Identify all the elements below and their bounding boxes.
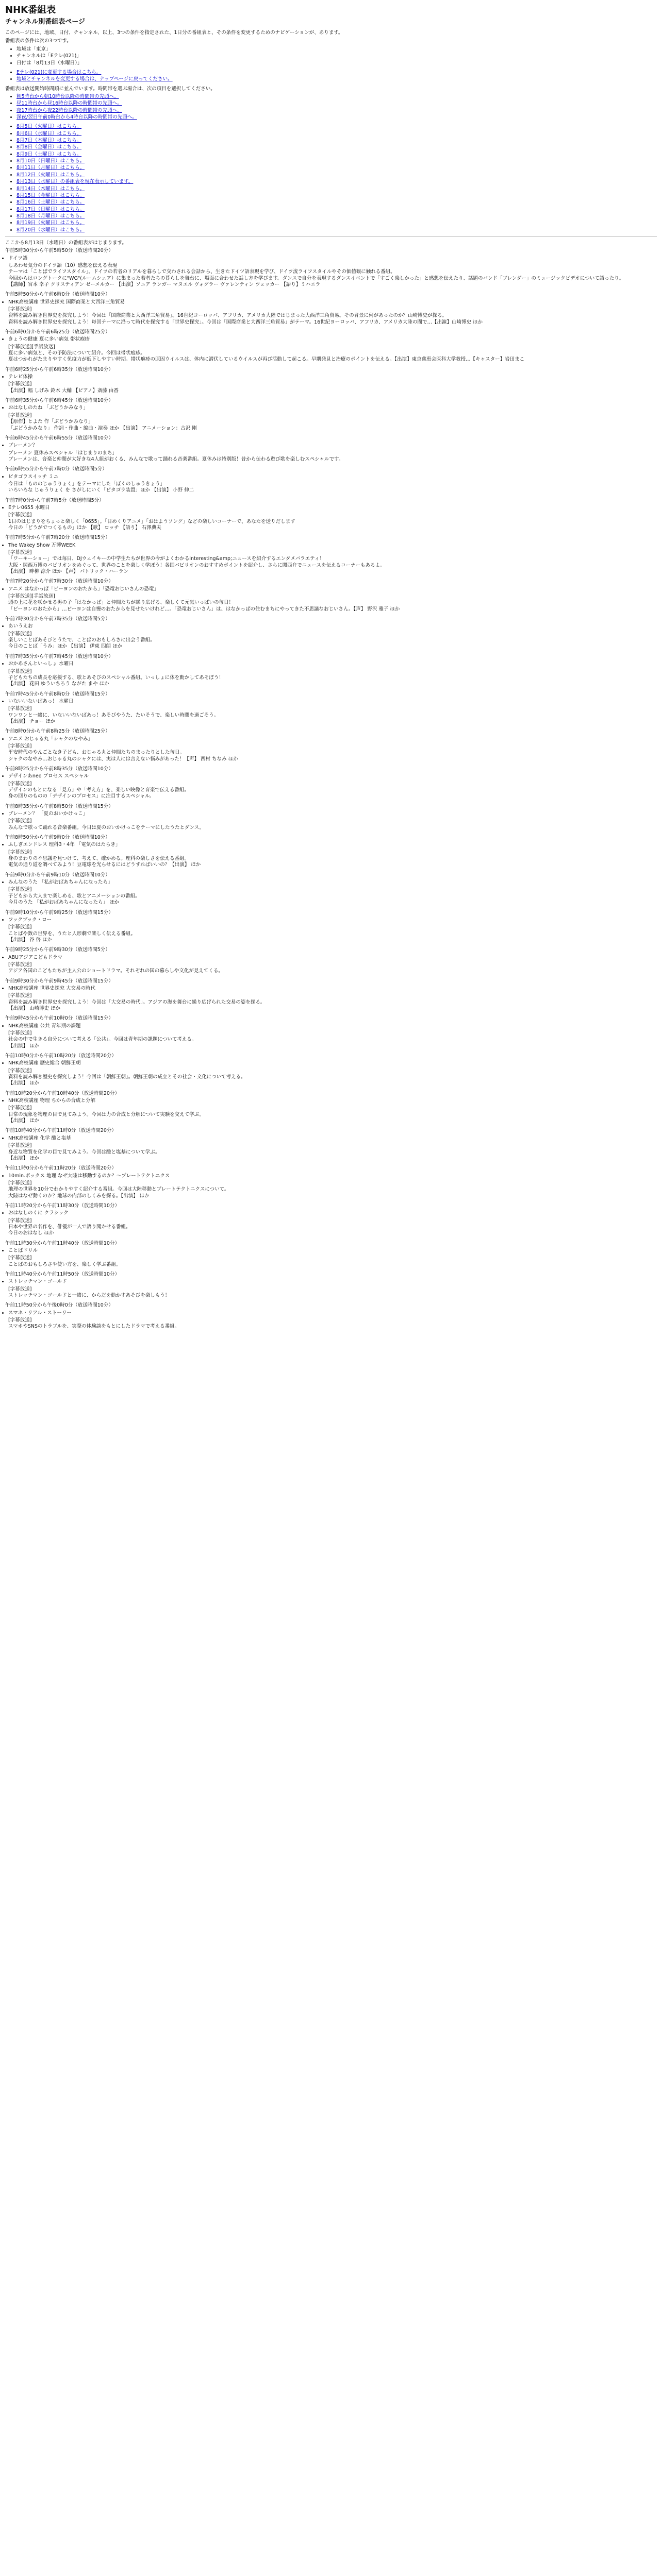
- program-description-line: [字幕放送]: [8, 849, 32, 855]
- program-description-line: [字幕放送]: [8, 1286, 32, 1292]
- program-description-line: 電気の通り道を調べてみよう！豆電球を光らせるにはどうすればいいの？【出演】 ほか: [8, 862, 201, 868]
- program-title: • NHK高校講座 化学 酸と塩基: [8, 1136, 657, 1142]
- program-time: 午前8時50分から午前9時0分（放送時間10分）: [5, 835, 110, 841]
- program-description-line: 楽しいことばあそびとうたで、ことばのおもしろさに出会う番組。: [8, 637, 155, 643]
- date-nav-link[interactable]: 8月20日（水曜日）はこちら。: [16, 227, 85, 233]
- program-title-list: [5, 699, 657, 705]
- program-description: [5, 1105, 657, 1124]
- program-title-list: [5, 474, 657, 480]
- program-description-line: 身のまわりの不思議を見つけて、考えて、確かめる。理科の楽しさを伝える番組。: [8, 856, 190, 862]
- program-time: 午前9時0分から午前9時10分（放送時間10分）: [5, 872, 110, 878]
- program-description: [5, 413, 657, 432]
- program-description-line: [字幕放送]: [8, 924, 32, 930]
- program-item: [5, 435, 657, 463]
- program-description-line: 今日は「もののじゅうりょく」をテーマにした「ぼくのしゅうきょう」: [8, 481, 166, 487]
- program-description-line: 【出演】 谷 啓 ほか: [8, 937, 53, 943]
- program-title: • おかあさんといっしょ 水曜日: [8, 661, 657, 667]
- program-title: • あいうえお: [8, 623, 657, 630]
- program-description-line: ことばや数の世界を、うたと人形劇で楽しく伝える番組。: [8, 930, 136, 937]
- program-title: • スマホ・リアル・ストーリー: [8, 1310, 657, 1316]
- program-time: 午前5時50分から午前6時0分（放送時間10分）: [5, 292, 110, 298]
- program-item: [5, 616, 657, 650]
- program-title-list: [5, 1279, 657, 1285]
- program-description-line: [字幕放送]: [8, 550, 32, 555]
- program-time: 午前7時20分から午前7時30分（放送時間10分）: [5, 579, 113, 585]
- program-description: [5, 1030, 657, 1049]
- change-link-item: [16, 76, 657, 82]
- program-item: [5, 1241, 657, 1268]
- program-title-list: [5, 1098, 657, 1104]
- date-nav-item: [16, 186, 657, 192]
- program-time: 午前9時45分から午前10時0分（放送時間15分）: [5, 1015, 113, 1022]
- program-time: 午前11時0分から午前11時20分（放送時間20分）: [5, 1165, 117, 1172]
- program-description-line: 夏はつかれがたまりやすく免疫力が低下しやすい時期。帯状疱疹の原因ウイルスは、体内に潜伏しているウイルスが再び活動して起こる。早期発見と治療のポイントを伝える。【出演】東京慈恵会医科大学教授…【キャスター】岩田まこ: [8, 357, 525, 363]
- date-nav-link[interactable]: 8月15日（金曜日）はこちら。: [16, 192, 85, 198]
- program-title: • NHK高校講座 歴史総合 朝鮮王朝: [8, 1060, 657, 1066]
- program-description: [5, 1255, 657, 1268]
- program-time: 午前6時25分から午前6時35分（放送時間10分）: [5, 366, 113, 372]
- program-description-line: 【原作】とよた 作「ぶどうかみなり」: [8, 419, 93, 425]
- program-title: • きょうの健康 夏に多い病気 帯状疱疹: [8, 336, 657, 343]
- program-description-line: 資料を読み解き世界史を探究しよう！毎回テーマに沿って時代を探究する「世界史探究」。今回は「国際商業と大西洋三角貿易」がテーマ。16世紀ヨーロッパ、アフリカ、アメリカ大陸の間で…【出演】山崎博史 ほか: [8, 319, 483, 325]
- program-time: 午前7時0分から午前7時5分（放送時間5分）: [5, 497, 104, 503]
- date-nav: [5, 124, 657, 233]
- program-title-list: [5, 405, 657, 411]
- program-time: 午前6時55分から午前7時0分（放送時間5分）: [5, 466, 107, 472]
- program-item: [5, 978, 657, 1012]
- program-description-line: ストレッチマン・ゴールドと一緒に、からだを動かすあそびを楽しもう！: [8, 1293, 170, 1299]
- program-title: • アニメ はなかっぱ「ビーヨンのおたから」「恐竜おじいさんの恐竜」: [8, 586, 657, 592]
- program-title: • おはなしのたね 「ぶどうかみなり」: [8, 405, 657, 411]
- program-item: [5, 728, 657, 762]
- program-time: 午前10時40分から午前11時0分（放送時間20分）: [5, 1128, 117, 1134]
- program-description-line: ことばのおもしろさや使い方を、楽しく学ぶ番組。: [8, 1261, 121, 1267]
- program-title-list: [5, 1173, 657, 1179]
- program-time: 午前10時0分から午前10時20分（放送時間20分）: [5, 1053, 117, 1059]
- program-description-line: 頭の上に花を咲かせる男の子「はなかっぱ」と仲間たちが繰り広げる、楽しくて元気いっぱいの毎日！: [8, 600, 234, 606]
- program-item: [5, 292, 657, 326]
- date-nav-link[interactable]: 8月5日（火曜日）はこちら。: [16, 124, 82, 130]
- program-description-line: [字幕放送]: [8, 631, 32, 637]
- program-title: • NHK高校講座 物理 ちからの合成と分解: [8, 1098, 657, 1104]
- program-title-list: [5, 955, 657, 961]
- date-nav-item: [16, 158, 657, 164]
- intro-text: このページには、地域、日付、チャンネル、以上、3つの条件を指定された、1日分の番組表と、その条件を変更するためのナビゲーションが、あります。: [5, 30, 343, 36]
- program-title-list: [5, 736, 657, 742]
- program-time: 午前7時35分から午前7時45分（放送時間10分）: [5, 653, 113, 659]
- program-description-line: 【出演】 畔柳 涼介 ほか 【声】 パトリック・ハーラン: [8, 569, 129, 575]
- date-nav-link[interactable]: 8月10日（日曜日）はこちら。: [16, 158, 85, 164]
- program-description-line: 子どもから大人まで楽しめる、歌とアニメーションの番組。: [8, 893, 140, 899]
- program-time: 午前7時5分から午前7時20分（放送時間15分）: [5, 535, 110, 541]
- program-description: [5, 669, 657, 688]
- time-nav-latenight-link[interactable]: 深夜/翌日午前0時台から4時台以降の時間帯の先頭へ。: [16, 114, 137, 121]
- program-description-line: 今月のうた 「私がおばあちゃんになったら」 ほか: [8, 900, 120, 906]
- program-item: [5, 1053, 657, 1087]
- program-description-line: ブレーメン 夏休みスペシャル「はじまりのまち」: [8, 450, 117, 456]
- date-nav-link[interactable]: 8月17日（日曜日）はこちら。: [16, 206, 85, 212]
- program-description: [5, 887, 657, 906]
- program-item: [5, 1015, 657, 1049]
- program-description-line: [字幕放送]: [8, 1067, 32, 1074]
- program-item: [5, 654, 657, 688]
- program-item: [5, 535, 657, 575]
- program-description-line: [字幕放送]: [8, 668, 32, 674]
- program-item: [5, 1165, 657, 1199]
- page-subtitle: チャンネル別番組表ページ: [5, 18, 85, 26]
- program-title: • テレビ体操: [8, 374, 657, 380]
- program-description: [5, 962, 657, 975]
- date-nav-item: [16, 207, 657, 213]
- date-nav-item: [16, 193, 657, 199]
- program-time: 午前8時35分から午前8時50分（放送時間15分）: [5, 803, 113, 809]
- program-description-line: [字幕放送]: [8, 1255, 32, 1261]
- date-nav-link[interactable]: 8月11日（月曜日）はこちら。: [16, 165, 85, 171]
- program-title: • ふしぎエンドレス 理科3・4年 「電気のはたらき」: [8, 842, 657, 848]
- program-description-line: アジア各国のこどもたちが主人公のショートドラマ。それぞれの国の暮らしや文化が見えてくる。: [8, 968, 223, 974]
- program-description-line: テーマは「ことばでライフスタイル」。ドイツの若者のリアルを暮らしで交わされる会話から、生きたドイツ語表現を学び、ドイツ流ライフスタイルやその価値観に触れる番組。: [8, 269, 395, 275]
- time-nav: [5, 94, 657, 121]
- program-title: • 10min.ボックス 地理 なぜ大陸は移動するのか？～プレートテクトニクス: [8, 1173, 657, 1179]
- program-description-line: 1日のはじまりをちょっと楽しく「0655」。「日めくりアニメ」「おはようソング」などの楽しいコーナーで、あなたを送りだします: [8, 518, 295, 524]
- date-nav-item: [16, 179, 657, 185]
- date-nav-item: [16, 165, 657, 171]
- program-description: [5, 481, 657, 494]
- program-description-line: 大阪・関西万博のパビリオンをめぐって、世界のことを楽しく学ぼう！各国パビリオンのおすすめポイントを紹介し、さらに関西弁でニュースを伝えるコーナーもあるよ。: [8, 562, 385, 568]
- program-item: [5, 835, 657, 869]
- program-title: • ことばドリル: [8, 1248, 657, 1254]
- program-title: • Eテレ0655 水曜日: [8, 505, 657, 511]
- program-description-line: 【出演】 ほか: [8, 1080, 40, 1087]
- program-time: 午前7時45分から午前8時0分（放送時間15分）: [5, 691, 110, 697]
- program-description-line: 【出演】 ほか: [8, 1043, 40, 1049]
- program-description-line: 日本や世界の名作を、俳優が一人で語り聞かせる番組。: [8, 1224, 131, 1230]
- program-title-list: [5, 586, 657, 592]
- page-title: NHK番組表: [5, 5, 56, 15]
- program-description-line: 【出演】 チョー ほか: [8, 718, 56, 724]
- program-description-line: [字幕放送]: [8, 307, 32, 312]
- program-description-line: 「ワーキーショー」では毎日、DJウェイキーの中学生たちが世界の今がよくわかるinteresting&amp;ニュースを紹介するエンタメバラエティ！: [8, 556, 324, 562]
- program-title: • ピタゴラスイッチ ミニ: [8, 474, 657, 480]
- program-description-line: 地理の世界を10分でわかりやすく紹介する番組。今回は大陸移動とプレートテクトニクスについて。: [8, 1187, 229, 1193]
- program-item: [5, 579, 657, 613]
- program-item: [5, 1091, 657, 1125]
- program-description-line: 身近な物質を化学の目で見てみよう。今回は酸と塩基について学ぶ。: [8, 1149, 160, 1155]
- program-title-list: [5, 773, 657, 779]
- program-description-line: 今日のことば「うみ」ほか 【出演】 伊東 四朗 ほか: [8, 643, 123, 650]
- program-description: [5, 818, 657, 831]
- time-nav-item: [16, 114, 657, 121]
- program-title-list: [5, 661, 657, 667]
- program-title: • おはなしのくに クラシック: [8, 1210, 657, 1216]
- program-time: 午前8時0分から午前8時25分（放送時間25分）: [5, 728, 110, 735]
- program-description-line: [字幕放送]: [8, 1217, 32, 1224]
- program-list: [5, 248, 657, 1330]
- program-item: [5, 1272, 657, 1299]
- date-nav-link[interactable]: 8月16日（土曜日）はこちら。: [16, 199, 85, 206]
- date-nav-link[interactable]: 8月9日（土曜日）はこちら。: [16, 151, 82, 157]
- program-item: [5, 872, 657, 906]
- date-nav-item: [16, 199, 657, 206]
- schedule-intro: ここから8月13日（水曜日）の番組表がはじまります。: [5, 240, 127, 246]
- back-to-top-link[interactable]: 地域とチャンネルを変更する場合は、ナップページに戻ってください。: [16, 76, 173, 82]
- program-time: 午前11時40分から午前11時50分（放送時間10分）: [5, 1272, 120, 1277]
- program-title-list: [5, 879, 657, 886]
- program-title-list: [5, 443, 657, 449]
- program-title-list: [5, 811, 657, 817]
- program-description: [5, 1286, 657, 1299]
- program-description: [5, 1068, 657, 1087]
- program-description-line: 【出演】 山崎博史 ほか: [8, 1005, 61, 1011]
- program-description-line: 資料を読み解き世界史を探究しよう！今回は「大交易の時代」。アジアの海を舞台に繰り広げられた交易の姿を探る。: [8, 999, 266, 1005]
- program-description: [5, 1180, 657, 1199]
- program-description-line: 子どもたちの成長を応援する、歌とあそびのスペシャル番組。いっしょに体を動かしてあそぼう！: [8, 674, 224, 681]
- program-item: [5, 466, 657, 494]
- program-item: [5, 398, 657, 432]
- program-title-list: [5, 543, 657, 549]
- condition-item: • チャンネルは「Eテレ(021)」: [16, 53, 657, 59]
- program-description: [5, 631, 657, 650]
- program-time: 午前9時25分から午前9時30分（放送時間5分）: [5, 947, 110, 953]
- date-nav-item: [16, 220, 657, 226]
- program-time: 午前6時0分から午前6時25分（放送時間25分）: [5, 329, 110, 335]
- date-nav-link[interactable]: 8月12日（火曜日）はこちら。: [16, 172, 85, 178]
- date-nav-link[interactable]: 8月18日（月曜日）はこちら。: [16, 213, 85, 219]
- time-nav-morning-link[interactable]: 朝5時台から朝10時台以降の時間帯の先頭へ。: [16, 94, 119, 100]
- program-title-list: [5, 842, 657, 848]
- program-title-list: [5, 986, 657, 992]
- program-description-line: [字幕放送]: [8, 1317, 32, 1324]
- program-title: • NHK高校講座 世界史探究 国際商業と大西洋三角貿易: [8, 299, 657, 306]
- program-time: 午前8時25分から午前8時35分（放送時間10分）: [5, 766, 113, 772]
- time-nav-heading: 番組表は放送開始時間順に並んでいます。時間帯を選ぶ場合は、次の項目を選択してください。: [5, 86, 216, 92]
- program-description: [5, 381, 657, 394]
- program-description-line: ブレーメンは、音楽と仲間が大好きな4人組がおくる、みんなで歌って踊れる音楽番組。夏休みは特別版！昔から伝わる遊び歌を楽しむスペシャルです。: [8, 456, 344, 462]
- program-title: • いないいないばあっ！ 水曜日: [8, 699, 657, 705]
- date-nav-current: 8月13日（水曜日）の番組表を現在表示しています。: [16, 179, 134, 185]
- program-description-line: [字幕放送]: [8, 961, 32, 968]
- date-nav-link[interactable]: 8月7日（木曜日）はこちら。: [16, 138, 82, 144]
- time-nav-item: [16, 100, 657, 107]
- program-description-line: [字幕放送]: [8, 887, 32, 893]
- change-channel-link[interactable]: Eテレ(021)に変更する場合はこちら。: [16, 70, 102, 75]
- program-description: [5, 450, 657, 463]
- program-description-line: 【出演】 ほか: [8, 1155, 40, 1161]
- change-link-item: [16, 70, 657, 76]
- program-title: • The Wakey Show 万博WEEK: [8, 543, 657, 549]
- date-nav-item: [16, 138, 657, 144]
- program-time: 午前5時30分から午前5時50分（放送時間20分）: [5, 248, 113, 254]
- program-title: • NHK高校講座 公共 青年期の課題: [8, 1023, 657, 1029]
- program-description-line: 今回からはロングトークに"WG"(ルームシェア）に集まった若者たちの暮らしを舞台に、場面に合わせた話し方を学びます。ダンスで自分を表現するダンスイベントで「すごく楽しかった」と感想を伝えたり、話題のバンド「ブレンダー」のミュージックビデオについて語ったり。: [8, 275, 624, 281]
- program-description: [5, 993, 657, 1012]
- date-nav-item: [16, 172, 657, 178]
- conditions-heading: 番組表の条件は次の3つです。: [5, 38, 72, 44]
- program-description-line: [字幕放送]: [8, 381, 32, 387]
- program-title-list: [5, 336, 657, 343]
- program-description-line: [字幕放送]: [8, 993, 32, 999]
- program-description-line: [字幕放送]: [8, 1030, 32, 1036]
- program-description-line: 日常の現象を物理の目で見てみよう。今回は力の合成と分解について実験を交えて学ぶ。: [8, 1111, 205, 1117]
- program-description-line: シャクのなやみ…おじゃる丸のシャクには、実は人には言えない悩みがあった！【声】 西村 ちなみ ほか: [8, 756, 238, 762]
- program-title: • ストレッチマン・ゴールド: [8, 1279, 657, 1285]
- program-description: [5, 512, 657, 531]
- program-description-line: 【出演】幅 しげみ 鈴木 大輔 【ピアノ】斎藤 由香: [8, 387, 119, 394]
- program-item: [5, 766, 657, 800]
- program-description-line: [字幕放送][手話放送]: [8, 344, 55, 350]
- program-item: [5, 329, 657, 363]
- program-description: [5, 344, 657, 363]
- program-description: [5, 706, 657, 725]
- program-title: • デザインあneo プロセス スペシャル: [8, 773, 657, 779]
- program-description: [5, 1317, 657, 1330]
- program-title-list: [5, 623, 657, 630]
- program-title-list: [5, 1210, 657, 1216]
- program-description-line: 【講師】宮本 幸子 クリスティアン ゼーメルカー 【出演】ソニア ランガー マヌエル ヴォグラー ヴァレンティン ツェッカー 【語り】ミハエラ: [8, 281, 321, 287]
- date-nav-item: [16, 124, 657, 130]
- date-nav-item: [16, 151, 657, 158]
- program-description-line: [字幕放送]: [8, 818, 32, 824]
- program-time: 午前7時30分から午前7時35分（放送時間5分）: [5, 616, 110, 622]
- program-title-list: [5, 1023, 657, 1029]
- program-title: • ブレーメン？ 「夏のおいかけっこ」: [8, 811, 657, 817]
- program-title-list: [5, 917, 657, 923]
- program-description-line: [字幕放送]: [8, 781, 32, 787]
- program-description: [5, 924, 657, 943]
- program-item: [5, 910, 657, 944]
- program-description: [5, 781, 657, 800]
- date-nav-item: [16, 131, 657, 137]
- date-nav-item: [16, 227, 657, 233]
- program-description-line: ワンワンと一緒に、いないいないばあっ！あそびやうた、たいそうで、楽しい時間を過ごそう。: [8, 712, 219, 718]
- program-item: [5, 248, 657, 288]
- program-description: [5, 850, 657, 869]
- program-description-line: 【出演】 ほか: [8, 1118, 40, 1124]
- divider: [5, 236, 657, 237]
- date-nav-link[interactable]: 8月14日（木曜日）はこちら。: [16, 185, 85, 192]
- program-description: [5, 263, 657, 288]
- program-title: • ブレーメン？: [8, 443, 657, 449]
- program-description-line: [字幕放送]: [8, 743, 32, 749]
- time-nav-evening-link[interactable]: 夜17時台から夜22時台以降の時間帯の先頭へ。: [16, 107, 122, 113]
- program-title: • ABUアジアこどもドラマ: [8, 955, 657, 961]
- program-item: [5, 367, 657, 394]
- program-time: 午前6時35分から午前6時45分（放送時間10分）: [5, 398, 113, 404]
- program-description-line: 今日の「どうがでつくるもの」ほか 【歌】 ロッチ 【語り】 石澤典夫: [8, 524, 161, 531]
- program-description-line: 社会の中で生きる自分について考える「公共」。今回は青年期の課題について考える。: [8, 1037, 197, 1043]
- program-description-line: [字幕放送][手話放送]: [8, 594, 55, 600]
- program-item: [5, 947, 657, 974]
- program-description: [5, 307, 657, 326]
- program-description: [5, 743, 657, 762]
- program-title-list: [5, 1136, 657, 1142]
- program-description-line: 【出演】 花田 ゆういちろう ながた まや ほか: [8, 681, 109, 687]
- program-time: 午前9時10分から午前9時25分（放送時間15分）: [5, 909, 113, 916]
- time-nav-item: [16, 94, 657, 100]
- program-description-line: 平安時代のやんごとなき子ども、おじゃる丸と仲間たちのまったりとした毎日。: [8, 750, 185, 756]
- program-item: [5, 498, 657, 532]
- program-description-line: [字幕放送]: [8, 1180, 32, 1186]
- condition-item: • 地域は「東京」: [16, 46, 657, 53]
- program-description: [5, 594, 657, 613]
- program-description-line: [字幕放送]: [8, 1143, 32, 1149]
- program-time: 午前10時20分から午前10時40分（放送時間20分）: [5, 1090, 120, 1096]
- program-description-line: スマホやSNSのトラブルを、実際の体験談をもとにしたドラマで考える番組。: [8, 1324, 180, 1330]
- program-description-line: みんなで歌って踊れる音楽番組。今日は夏のおいかけっこをテーマにしたうたとダンス。: [8, 824, 205, 831]
- program-item: [5, 804, 657, 831]
- program-title-list: [5, 1248, 657, 1254]
- program-time: 午前9時30分から午前9時45分（放送時間15分）: [5, 978, 113, 984]
- program-description-line: 今日のおはなし ほか: [8, 1230, 54, 1236]
- program-title-list: [5, 1310, 657, 1316]
- program-time: 午前11時20分から午前11時30分（放送時間10分）: [5, 1202, 120, 1209]
- date-nav-link[interactable]: 8月19日（火曜日）はこちら。: [16, 220, 85, 226]
- program-title: • フックブック・ロー: [8, 917, 657, 923]
- program-description-line: [字幕放送]: [8, 1105, 32, 1111]
- program-description-line: 「ビーヨンのおたから」…ビーヨンは自慢のおたからを見せたいけれど…。「恐竜おじいさん」は、はなかっぱの住むまちにやってきた不思議なおじいさん。【声】 野沢 雅子 ほか: [8, 606, 400, 612]
- program-description: [5, 1218, 657, 1237]
- time-nav-daytime-link[interactable]: 昼11時台から昼16時台以降の時間帯の先頭へ。: [16, 100, 122, 107]
- program-item: [5, 691, 657, 725]
- program-description-line: 夏に多い病気と、その予防法について紹介。今回は帯状疱疹。: [8, 350, 145, 357]
- change-links: [5, 70, 657, 83]
- conditions-list: [5, 46, 657, 66]
- program-description-line: [字幕放送]: [8, 412, 32, 418]
- program-title: • みんなのうた 「私がおばあちゃんになったら」: [8, 879, 657, 886]
- program-title: • NHK高校講座 世界史探究 大交易の時代: [8, 986, 657, 992]
- program-title-list: [5, 505, 657, 511]
- program-description: [5, 1143, 657, 1162]
- program-title-list: [5, 299, 657, 306]
- program-description-line: 大陸はなぜ動くのか？地球の内部のしくみを探る。【出演】 ほか: [8, 1193, 150, 1199]
- program-time: 午前11時30分から午前11時40分（放送時間10分）: [5, 1240, 120, 1246]
- program-time: 午前11時50分から午後0時0分（放送時間10分）: [5, 1302, 113, 1309]
- program-description-line: [字幕放送]: [8, 512, 32, 518]
- condition-item: • 日付は「8月13日（水曜日）」: [16, 60, 657, 66]
- program-description-line: デザインのもとになる「見方」や「考え方」を、楽しい映像と音楽で伝える番組。: [8, 787, 189, 793]
- time-nav-item: [16, 108, 657, 114]
- program-description-line: 資料を読み解き歴史を探究しよう！今回は「朝鮮王朝」。朝鮮王朝の成立とその社会・文化について考える。: [8, 1074, 246, 1080]
- program-description-line: 「ぶどうかみなり」 作詞・作曲・編曲・演奏 ほか 【出演】 アニメーション：古沢 剛: [8, 425, 197, 431]
- program-item: [5, 1302, 657, 1330]
- program-item: [5, 1203, 657, 1237]
- date-nav-link[interactable]: 8月6日（水曜日）はこちら。: [16, 130, 82, 137]
- date-nav-item: [16, 213, 657, 219]
- program-description-line: いろいろな じゅうりょく を さがしにいく「ピタゴラ装置」ほか 【出演】 小野 伸二: [8, 487, 194, 494]
- date-nav-link[interactable]: 8月8日（金曜日）はこちら。: [16, 144, 82, 150]
- program-title: • アニメ おじゃる丸「シャクのなやみ」: [8, 736, 657, 742]
- program-item: [5, 1128, 657, 1162]
- date-nav-item: [16, 144, 657, 150]
- program-time: 午前6時45分から午前6時55分（放送時間10分）: [5, 435, 113, 441]
- program-description-line: [字幕放送]: [8, 706, 32, 712]
- program-title-list: [5, 1060, 657, 1066]
- program-description-line: 資料を読み解き世界史を探究しよう！今回は「国際商業と大西洋三角貿易」。16世紀ヨーロッパ、アフリカ、アメリカ大陸ではじまった大西洋三角貿易。その背景に何があったのか？山崎博史が探る。: [8, 313, 448, 319]
- program-description-line: しあわせ気分のドイツ語（10）感想を伝える表現: [8, 262, 118, 268]
- program-description-line: 身の回りのものの「デザインのプロセス」に注目するスペシャル。: [8, 793, 155, 800]
- program-title: • ドイツ語: [8, 256, 657, 262]
- program-description: [5, 550, 657, 575]
- program-title-list: [5, 256, 657, 262]
- program-title-list: [5, 374, 657, 380]
